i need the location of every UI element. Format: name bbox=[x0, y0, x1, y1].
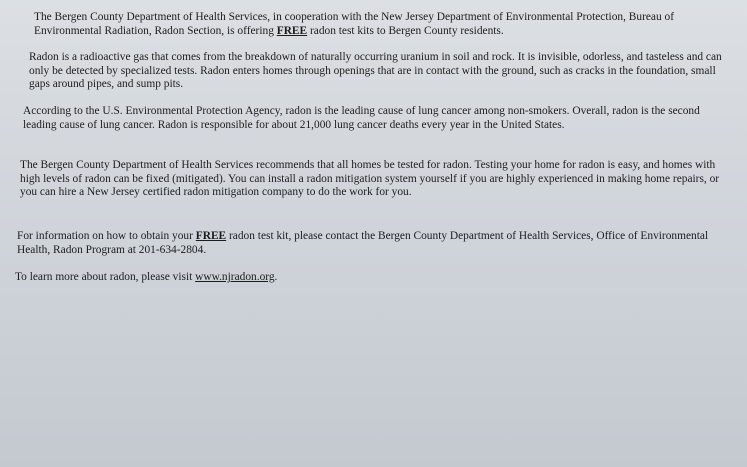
learn-more-period: . bbox=[274, 271, 278, 283]
free-emphasis: FREE bbox=[276, 24, 308, 37]
intro-paragraph bbox=[34, 11, 734, 38]
contact-text-start: For information on how to obtain your bbox=[17, 230, 196, 242]
epa-statistics-paragraph: According to the U.S. Environmental Protection Agency, radon is the leading cause of lung cancer among non-smokers. Overall, radon is the second leading cause of lung cancer. Radon is responsible for about 21,000 lung cancer deaths every year in the United States. bbox=[23, 105, 700, 131]
learn-more-text: To learn more about radon, please visit bbox=[15, 271, 196, 283]
njradon-link[interactable]: www.njradon.org bbox=[195, 271, 275, 283]
contact-text-end: radon test kit, please contact the Bergen County Department of Health Services, Office of Environmental Health, Radon Program at 201-634-2804. bbox=[17, 230, 709, 256]
testing-recommendation-paragraph: The Bergen County Department of Health Services recommends that all homes be tested for radon. Testing your home for radon is easy, and homes with high levels of radon can be fixed (mitigated). You can install a radon mitigation system yourself if you are highly experienced in making home repairs, or you can hire a New Jersey certified radon mitigation company to do the work for you. bbox=[20, 159, 720, 199]
learn-more-paragraph bbox=[15, 271, 735, 285]
free-emphasis-contact: FREE bbox=[195, 230, 227, 242]
intro-text-end: radon test kits to Bergen County residents. bbox=[307, 24, 504, 37]
contact-info-paragraph bbox=[17, 230, 737, 257]
radon-description-paragraph: Radon is a radioactive gas that comes from the breakdown of naturally occurring uranium in soil and rock. It is invisible, odorless, and tasteless and can only be detected by specialized tests. Radon enters homes through openings that are in contact with the ground, such as cracks in the foundation, small gaps around pipes, and sump pits. bbox=[29, 51, 722, 91]
intro-text-start: The Bergen County Department of Health Services, in cooperation with the New Jersey Department of Environmental Protection, Bureau of Environmental Radiation, Radon Section, is offering bbox=[34, 11, 675, 37]
